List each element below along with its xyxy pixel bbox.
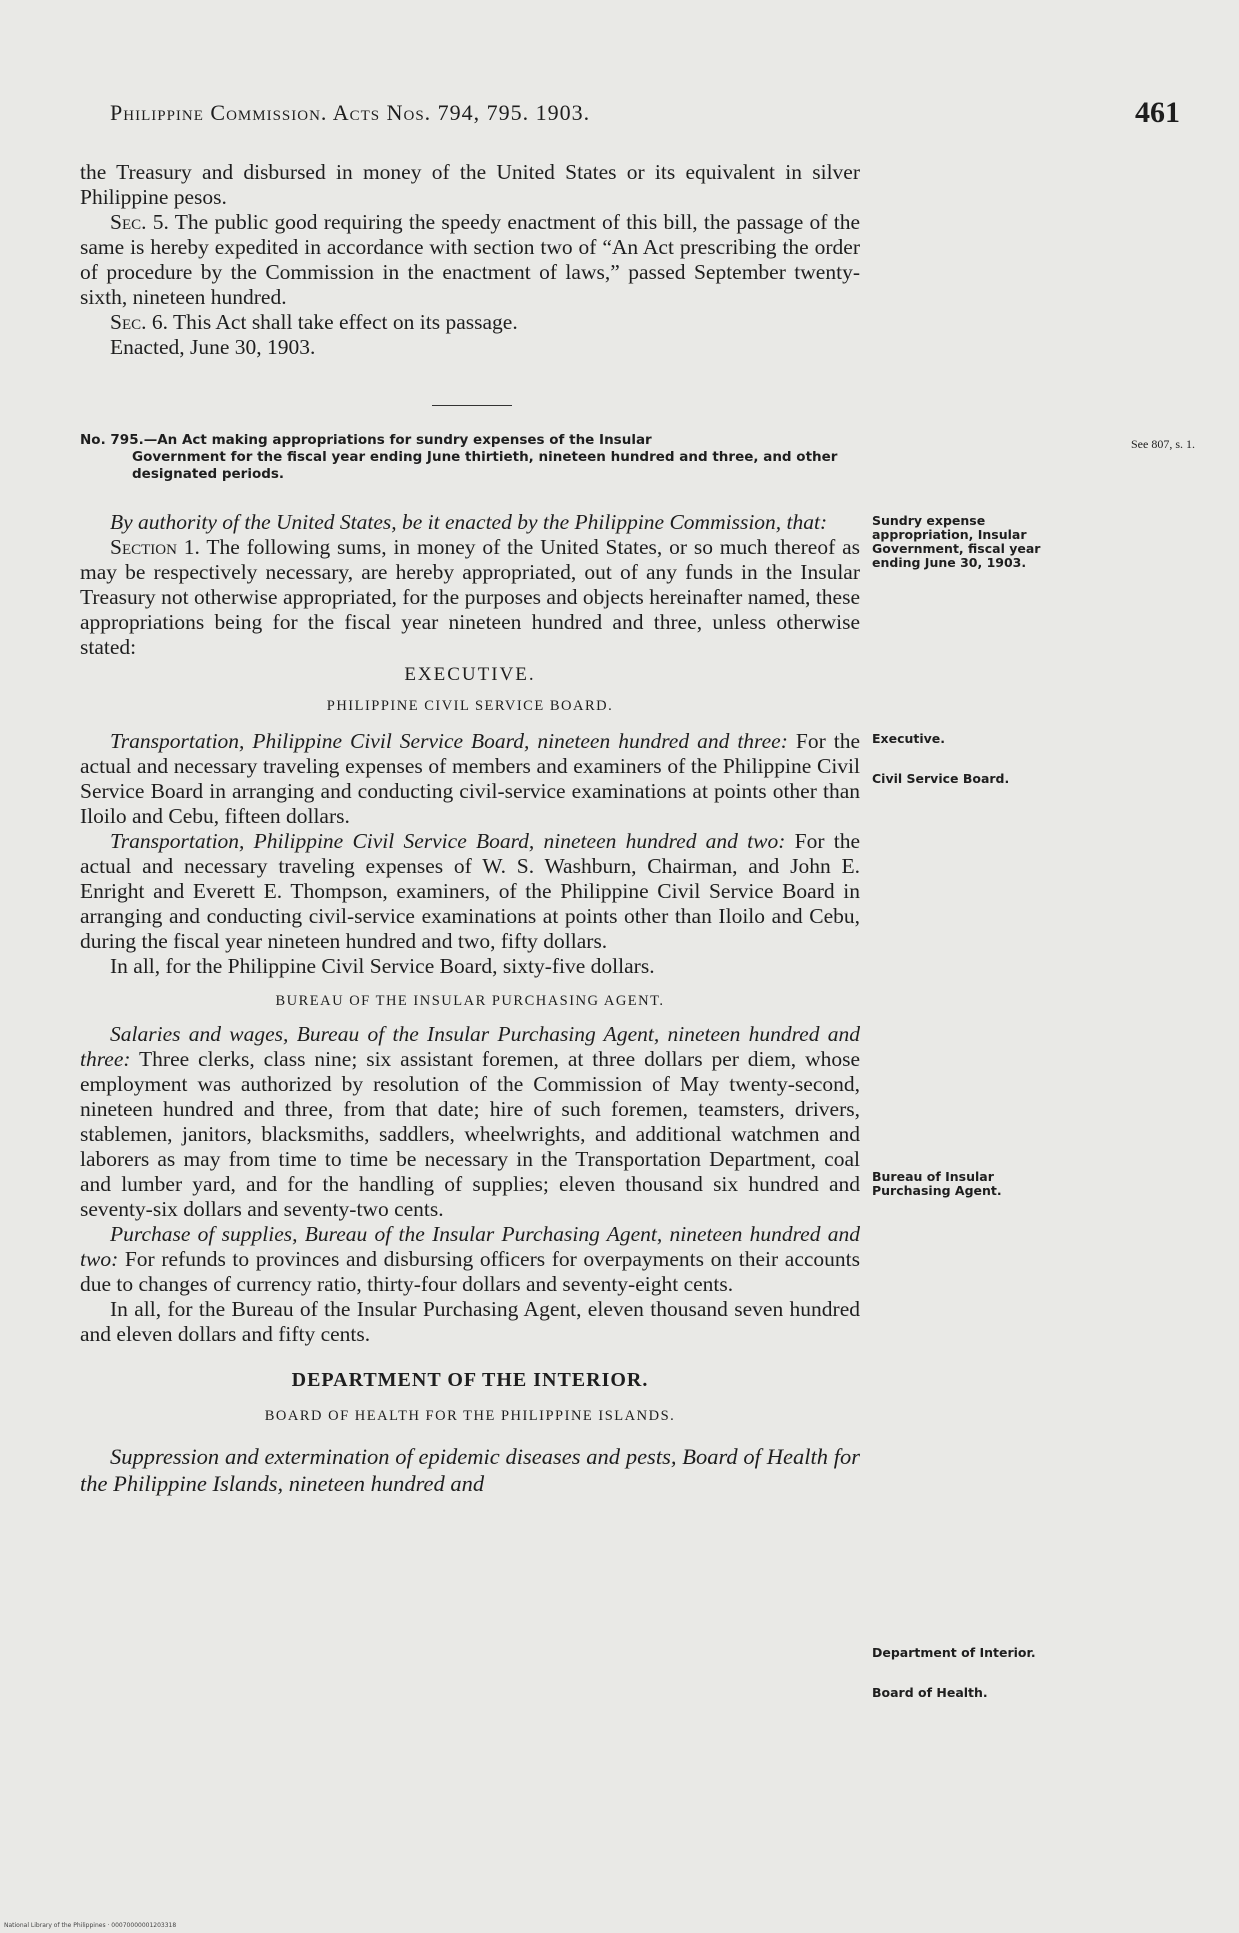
civil-service-p1-text: For the actual and necessary traveling expenses of members and examiners of the Philippine Civil Service Board in arranging and conducting civil-service examinations at points other than Iloilo and Cebu, fifteen dollars.	[80, 729, 860, 828]
section-5-label: Sec. 5.	[110, 210, 169, 234]
health-p1	[80, 1443, 860, 1497]
margin-note-purchasing: Bureau of Insular Purchasing Agent.	[872, 1169, 1002, 1198]
section-5	[80, 210, 860, 310]
section-1-text: The following sums, in money of the United States, or so much thereof as may be respectively necessary, are hereby appropriated, out of any funds in the Insular Treasury not otherwise appropriated, for the purposes and objects hereinafter named, these appropriations being for the fiscal year nineteen hundred and three, unless otherwise stated:	[80, 535, 860, 659]
purchasing-p2-italic: Purchase of supplies, Bureau of the Insular Purchasing Agent, nineteen hundred and two:	[80, 1222, 860, 1271]
section-5-text: The public good requiring the speedy enactment of this bill, the passage of the same is hereby expedited in accordance with section two of “An Act prescribing the order of procedure by the Commission in the enactment of laws,” passed September twenty-sixth, nineteen hundred.	[80, 210, 861, 309]
civil-service-p2-text: For the actual and necessary traveling expenses of W. S. Washburn, Chairman, and John E. Enright and Everett E. Thompson, examiners, of the Philippine Civil Service Board in arranging and conducting civil-service examinations at points other than Iloilo and Cebu, during the fiscal year nineteen hundred and two, fifty dollars.	[80, 829, 860, 953]
running-head: Philippine Commission. Acts Nos. 794, 795. 1903.	[110, 100, 591, 125]
section-1	[80, 535, 860, 660]
act-title-rest: Government for the fiscal year ending June thirtieth, nineteen hundred and three, and other designated periods.	[132, 449, 838, 482]
purchasing-p1	[80, 1022, 860, 1222]
enacting-clause	[80, 510, 860, 535]
margin-note-interior: Department of Interior.	[872, 1645, 1036, 1660]
margin-note-executive: Executive.	[872, 731, 946, 746]
purchasing-p1-italic: Salaries and wages, Bureau of the Insular Purchasing Agent, nineteen hundred and three:	[80, 1022, 860, 1071]
act-title-first: —An Act making appropriations for sundry expenses of the Insular	[143, 432, 652, 448]
continuation-paragraph: the Treasury and disbursed in money of the United States or its equivalent in silver Philippine pesos.	[80, 160, 860, 209]
scan-footer: National Library of the Philippines · 00070000001203318	[4, 1922, 177, 1929]
margin-note-see-807: See 807, s. 1.	[1131, 437, 1195, 451]
act-795-body	[80, 510, 860, 1497]
civil-service-p2	[80, 829, 860, 954]
enacting-clause-text: By authority of the United States, be it enacted by the Philippine Commission, that:	[110, 510, 828, 534]
margin-note-civil-service: Civil Service Board.	[872, 771, 1010, 786]
purchasing-agent-heading: BUREAU OF THE INSULAR PURCHASING AGENT.	[275, 993, 665, 1009]
civil-service-total: In all, for the Philippine Civil Service Board, sixty-five dollars.	[110, 954, 655, 978]
civil-service-p1	[80, 729, 860, 829]
page-number: 461	[1135, 96, 1180, 129]
margin-note-sundry: Sundry expense appropriation, Insular Government, fiscal year ending June 30, 1903.	[872, 513, 1041, 570]
margin-note-health: Board of Health.	[872, 1685, 988, 1700]
purchasing-total: In all, for the Bureau of the Insular Purchasing Agent, eleven thousand seven hundred and eleven dollars and fifty cents.	[80, 1297, 860, 1346]
enacted-date: Enacted, June 30, 1903.	[110, 335, 316, 359]
purchasing-p2	[80, 1222, 860, 1297]
section-6	[80, 310, 860, 335]
civil-service-p1-italic: Transportation, Philippine Civil Service Board, nineteen hundred and three:	[110, 729, 788, 753]
act-794-end	[80, 160, 860, 360]
section-1-label: Section 1.	[110, 535, 200, 559]
executive-heading: EXECUTIVE.	[404, 664, 536, 685]
purchasing-p2-text: For refunds to provinces and disbursing officers for overpayments on their accounts due to changes of currency ratio, thirty-four dollars and seventy-eight cents.	[80, 1247, 860, 1296]
health-heading: BOARD OF HEALTH FOR THE PHILIPPINE ISLANDS.	[264, 1408, 676, 1424]
purchasing-p1-text: Three clerks, class nine; six assistant foremen, at three dollars per diem, whose employment was authorized by resolution of the Commission of May twenty-second, nineteen hundred and three, from that date; hire of such foremen, teamsters, drivers, stablemen, janitors, blacksmiths, saddlers, wheelwrights, and additional watchmen and laborers as may from time to time be necessary in the Transportation Department, coal and lumber yard, and for the handling of supplies; eleven thousand six hundred and seventy-six dollars and seventy-two cents.	[80, 1047, 860, 1221]
civil-service-p2-italic: Transportation, Philippine Civil Service Board, nineteen hundred and two:	[110, 829, 786, 853]
act-795-title	[80, 432, 860, 483]
civil-service-heading: PHILIPPINE CIVIL SERVICE BOARD.	[326, 698, 614, 714]
health-p1-italic: Suppression and extermination of epidemic diseases and pests, Board of Health for the Philippine Islands, nineteen hundred and	[80, 1444, 860, 1496]
section-6-text: This Act shall take effect on its passage.	[168, 310, 518, 334]
act-number: No. 795.	[80, 432, 144, 448]
section-divider	[432, 405, 512, 406]
section-6-label: Sec. 6.	[110, 310, 168, 334]
interior-heading: DEPARTMENT OF THE INTERIOR.	[291, 1369, 649, 1391]
